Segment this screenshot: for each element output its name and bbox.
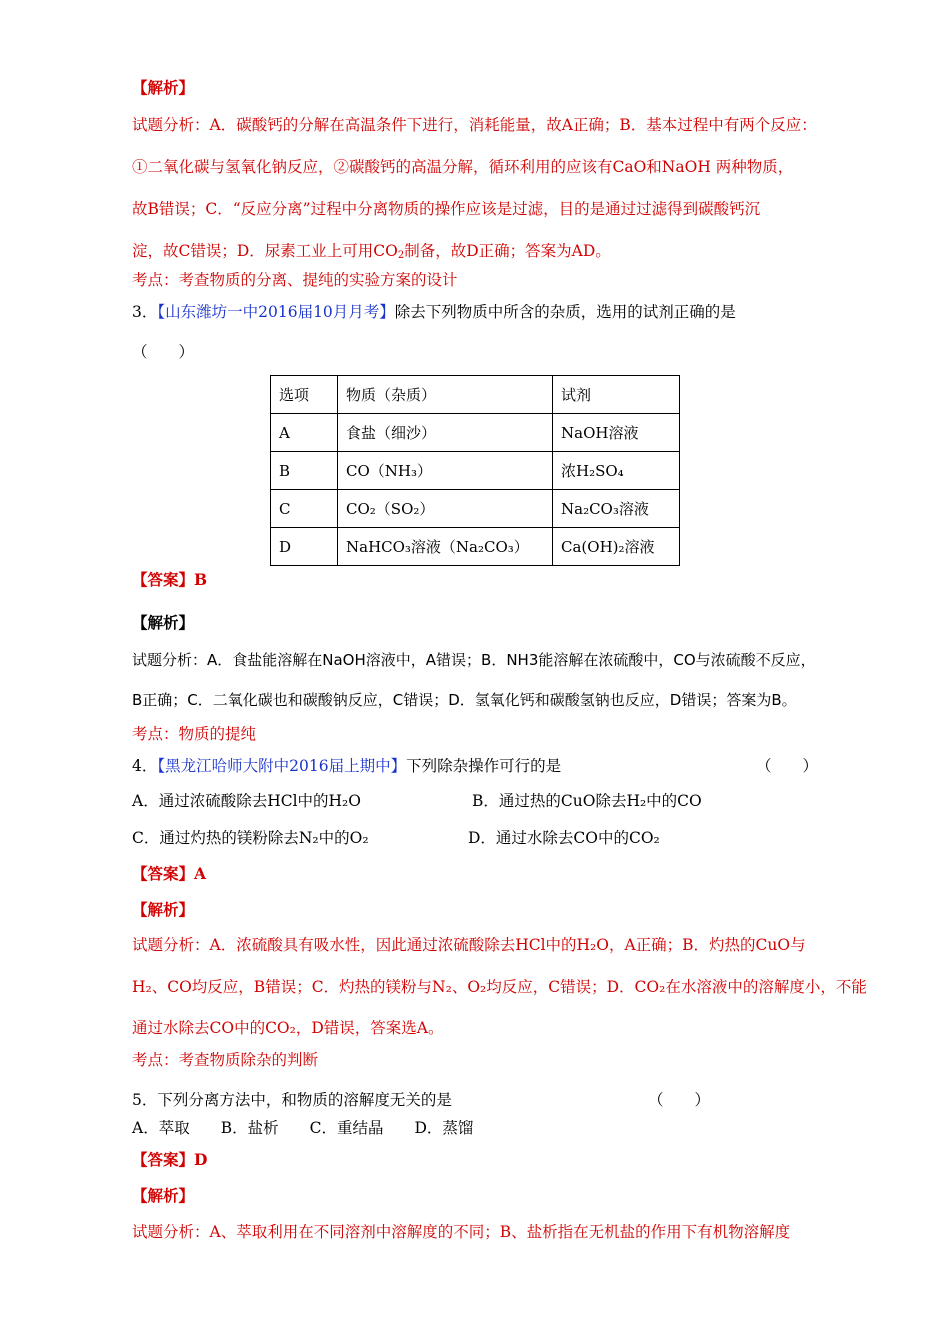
table-cell: CO₂（SO₂）: [338, 490, 553, 528]
options-table: [270, 375, 680, 566]
question-source: 【山东潍坊一中2016届10月月考】: [157, 303, 395, 321]
option-c: C．通过灼热的镁粉除去N₂中的O₂: [132, 829, 369, 847]
answer-label: 【答案】D: [132, 1150, 208, 1169]
table-row: [271, 490, 680, 528]
table-cell: C: [271, 490, 338, 528]
analysis-line: 故B错误；C．“反应分离”过程中分离物质的操作应该是过滤，目的是通过过滤得到碳酸钙沉: [132, 200, 761, 218]
table-cell: B: [271, 452, 338, 490]
test-point: 考点：考查物质的分离、提纯的实验方案的设计: [132, 271, 458, 289]
table-header: 物质（杂质）: [338, 376, 553, 414]
option-a: A．通过浓硫酸除去HCl中的H₂O: [132, 792, 361, 810]
table-row: [271, 414, 680, 452]
analysis-label: 【解析】: [132, 1186, 195, 1205]
analysis-line: 试题分析：A．浓硫酸具有吸水性，因此通过浓硫酸除去HCl中的H₂O，A正确；B．灼热的CuO与: [132, 936, 806, 954]
analysis-line: 淀，故C错误；D．尿素工业上可用$CO_2$制备，故D正确；答案为AD。: [132, 242, 611, 261]
table-cell: CO（NH₃）: [338, 452, 553, 490]
answer-value: D: [194, 1150, 208, 1169]
analysis-label: 【解析】: [132, 78, 195, 97]
analysis-line: 试题分析：A、萃取利用在不同溶剂中溶解度的不同；B、盐析指在无机盐的作用下有机物溶解度: [132, 1223, 791, 1241]
table-cell: Na₂CO₃溶液: [553, 490, 680, 528]
question-4: 4．【黑龙江哈师大附中2016届上期中】下列除杂操作可行的是: [132, 757, 562, 775]
analysis-line: H₂、CO均反应，B错误；C．灼热的镁粉与N₂、O₂均反应，C错误；D．CO₂在水溶液中的溶解度小，不能: [132, 978, 867, 996]
question-3: 3．【山东潍坊一中2016届10月月考】除去下列物质中所含的杂质，选用的试剂正确的是: [132, 303, 736, 321]
answer-label: 【答案】B: [132, 570, 208, 589]
table-row: [271, 528, 680, 566]
table-cell: 浓H₂SO₄: [553, 452, 680, 490]
table-row: [271, 452, 680, 490]
answer-bracket: （ ）: [756, 757, 819, 775]
analysis-label: 【解析】: [132, 613, 195, 632]
option-d: D．通过水除去CO中的CO₂: [468, 829, 660, 847]
analysis-line: B正确；C．二氧化碳也和碳酸钠反应，C错误；D．氢氧化钙和碳酸氢钠也反应，D错误；答案为B。: [132, 691, 797, 709]
table-cell: Ca(OH)₂溶液: [553, 528, 680, 566]
question-source: 【黑龙江哈师大附中2016届上期中】: [157, 757, 407, 775]
analysis-line: 试题分析：A．食盐能溶解在NaOH溶液中，A错误；B．NH3能溶解在浓硫酸中，CO与浓硫酸不反应，: [132, 651, 816, 669]
test-point: 考点：考查物质除杂的判断: [132, 1051, 319, 1069]
table-header: 选项: [271, 376, 338, 414]
test-point: 考点：物质的提纯: [132, 725, 257, 743]
table-header-row: [271, 376, 680, 414]
options-line: A．萃取 B．盐析 C．重结晶 D．蒸馏: [132, 1119, 474, 1137]
answer-bracket: （ ）: [648, 1091, 711, 1109]
table-cell: NaHCO₃溶液（Na₂CO₃）: [338, 528, 553, 566]
answer-value: B: [194, 570, 208, 589]
question-5: 5．下列分离方法中，和物质的溶解度无关的是: [132, 1091, 452, 1109]
table-cell: 食盐（细沙）: [338, 414, 553, 452]
table-cell: NaOH溶液: [553, 414, 680, 452]
table-header: 试剂: [553, 376, 680, 414]
answer-label: 【答案】A: [132, 864, 207, 883]
table-cell: A: [271, 414, 338, 452]
analysis-line: ①二氧化碳与氢氧化钠反应，②碳酸钙的高温分解，循环利用的应该有CaO和NaOH 两种物质，: [132, 158, 794, 176]
analysis-label: 【解析】: [132, 900, 195, 919]
analysis-line: 通过水除去CO中的CO₂，D错误，答案选A。: [132, 1019, 444, 1037]
option-b: B．通过热的CuO除去H₂中的CO: [472, 792, 702, 810]
table-cell: D: [271, 528, 338, 566]
answer-bracket: （ ）: [132, 343, 195, 361]
analysis-line: 试题分析：A．碳酸钙的分解在高温条件下进行，消耗能量，故A正确；B．基本过程中有两个反应：: [132, 116, 817, 134]
answer-value: A: [194, 864, 207, 883]
